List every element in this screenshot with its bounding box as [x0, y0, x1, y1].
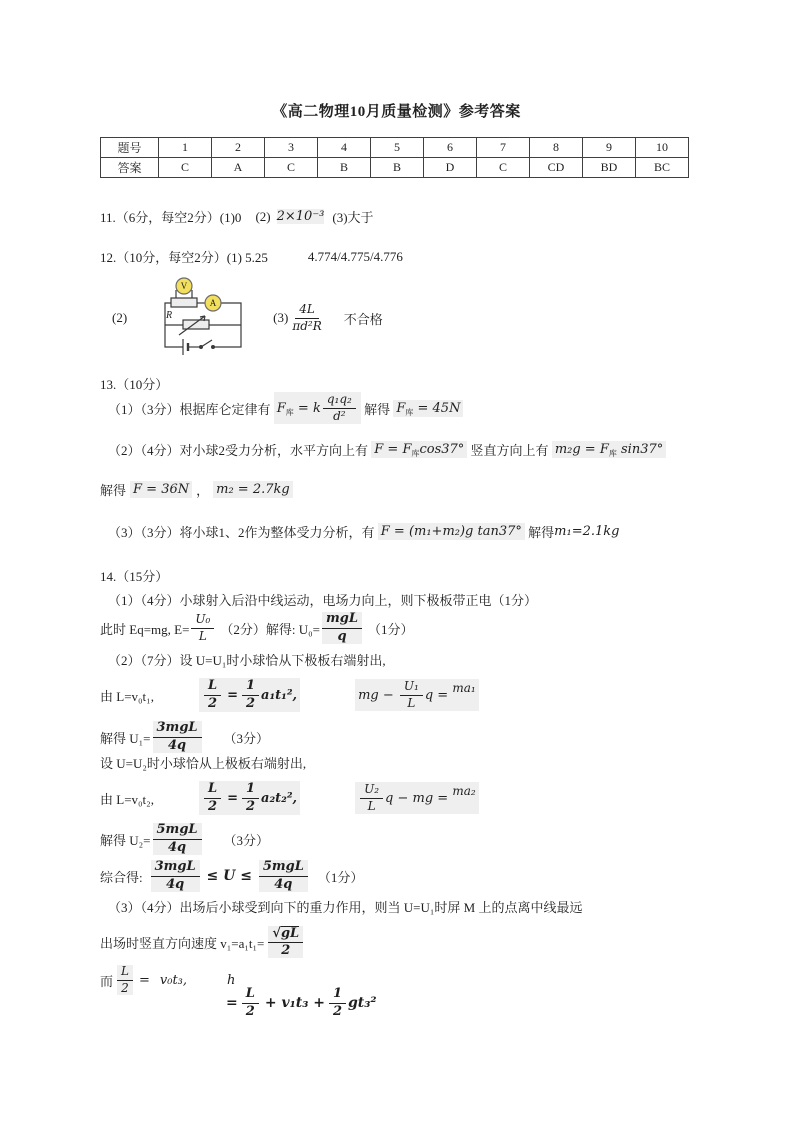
fraction-numerator: 1 [242, 679, 259, 695]
fraction-denominator: 2 [208, 695, 218, 711]
fraction-denominator: 2 [208, 798, 218, 814]
acceleration-term2: a₂t₂², [261, 790, 298, 806]
solve-u2-text: 解得 U₂= [100, 832, 151, 848]
force-result: F = 36N [130, 481, 192, 498]
v1-result-fraction [268, 926, 303, 959]
q14-solve-text: （2分）解得: U₀= [220, 621, 320, 637]
question-number-row [101, 138, 689, 158]
table-cell: 9 [583, 138, 636, 158]
u0-result-fraction [322, 612, 362, 644]
coulomb-force-result [393, 400, 463, 417]
q12-text: 12.（10分，每空2分）(1) 5.25 [100, 250, 268, 265]
answer-row [101, 158, 689, 178]
q14-combine-line [100, 856, 363, 896]
one-half-fraction [242, 782, 259, 814]
u2-over-l-fraction [360, 783, 383, 812]
force-subscript: 库 [405, 407, 414, 417]
q13-part2-text: （2）（4分）对小球2受力分析，水平方向上有 [108, 443, 372, 458]
q13-part2-line [108, 440, 666, 459]
fraction-numerator: L [204, 679, 221, 695]
solve-label: 解得 [524, 525, 555, 540]
q11-text: 11.（6分，每空2分）(1)0 [100, 210, 242, 225]
fraction-denominator: πd²R [292, 318, 322, 333]
fraction-numerator: U₂ [360, 783, 383, 798]
fraction-denominator: 2 [281, 943, 291, 958]
fraction-denominator: 2 [245, 1003, 255, 1019]
l-over-2-fraction [204, 679, 221, 711]
equals-sign: = [227, 687, 238, 703]
force-subscript: 库 [608, 449, 617, 458]
fraction-denominator: 4q [167, 839, 187, 855]
kinematics-text: 由 L=v₀t₁, [100, 688, 154, 704]
points-note: （1分） [367, 621, 414, 637]
table-cell: 10 [636, 138, 689, 158]
mass1-result: m₁=2.1kg [554, 524, 620, 539]
q12-part3-label: (3) [273, 310, 289, 325]
fraction-denominator: q [337, 628, 347, 644]
table-cell: B [318, 158, 371, 178]
page-title: 《高二物理10月质量检测》参考答案 [272, 104, 521, 120]
u2-result-fraction [153, 823, 202, 855]
l-over-2-fraction [242, 987, 259, 1019]
q13-part3-text: （3）（3分）将小球1、2作为整体受力分析，有 [108, 525, 378, 540]
q11-blank2-value: 2×10⁻³ [276, 209, 325, 224]
points-note: （3分） [223, 730, 270, 746]
fraction-numerator: 3mgL [151, 860, 200, 876]
table-cell: D [424, 158, 477, 178]
fraction-denominator: 4q [167, 737, 187, 753]
fraction-denominator: 4q [166, 876, 185, 892]
gt3-squared-term: gt₃² [348, 995, 377, 1011]
acceleration-term: a₁t₁², [261, 687, 298, 703]
formula-text: F = F [374, 442, 412, 457]
points-note: （1分） [317, 869, 364, 885]
combine-label: 综合得: [100, 869, 143, 885]
height-symbol: h [227, 972, 236, 988]
charge-term: q = [424, 687, 453, 703]
q13-heading-text: 13.（10分） [100, 377, 169, 392]
table-cell: 8 [530, 138, 583, 158]
fraction-numerator: 1 [242, 782, 259, 798]
table-cell: 7 [477, 138, 530, 158]
l-over-2-fraction [117, 965, 133, 994]
fraction-numerator: U₀ [191, 613, 214, 628]
q13-part2-mid-text: 竖直方向上有 [467, 443, 552, 458]
fraction-numerator: q₁q₂ [323, 393, 356, 408]
answer-table [100, 137, 689, 178]
u1-over-l-fraction [400, 680, 423, 709]
question-number-label: 题号 [101, 138, 159, 158]
q14-part2-text: （2）（7分）设 U=U₁时小球恰从下极板右端射出, [108, 653, 386, 668]
vertical-force-formula [552, 441, 666, 458]
mass2-result: m₂ = 2.7kg [213, 481, 293, 498]
fraction-denominator: d² [333, 408, 346, 423]
charge-minus-gravity-term: q − mg = [385, 790, 453, 806]
table-cell: B [371, 158, 424, 178]
fraction-numerator: L [242, 987, 259, 1003]
ammeter-label: A [209, 298, 217, 308]
sqrt-icon: √ [272, 925, 281, 941]
equals-sign: = [138, 972, 150, 988]
newton-equation [355, 679, 479, 710]
fraction-denominator: 2 [246, 695, 256, 711]
q12-line2 [112, 276, 383, 360]
fraction-numerator: L [204, 782, 221, 798]
solve-label: 解得 [100, 483, 127, 498]
fraction-denominator: 2 [332, 1003, 342, 1019]
upper-bound-fraction [259, 860, 308, 892]
fraction-numerator: L [117, 965, 133, 980]
q14-part1-text: （1）（4分）小球射入后沿中线运动，电场力向上，则下极板带正电（1分） [108, 593, 538, 608]
fraction-numerator: 5mgL [153, 823, 202, 839]
equals-sign: = [226, 995, 238, 1011]
q14-part1-line1 [108, 590, 537, 609]
table-cell: 2 [212, 138, 265, 158]
force-subscript: 库 [285, 407, 294, 417]
fraction-denominator: 4q [274, 876, 293, 892]
table-cell: CD [530, 158, 583, 178]
q13-part1-line [108, 390, 463, 426]
table-cell: 6 [424, 138, 477, 158]
q11-line [100, 207, 374, 226]
voltmeter-label: V [180, 281, 188, 291]
coulomb-law-formula [274, 392, 361, 423]
q11-blank3: (3)大于 [332, 210, 374, 225]
q14-heading-text: 14.（15分） [100, 569, 169, 584]
fraction-denominator: L [407, 695, 416, 710]
force-value: = 45N [413, 400, 461, 416]
v1t3-term: + v₁t₃ + [264, 995, 325, 1011]
sqrt-expression [268, 926, 303, 943]
fraction-numerator: U₁ [400, 680, 423, 695]
formula-text: cos37° [419, 442, 465, 457]
q12-line1 [100, 247, 403, 266]
charge-fraction [323, 393, 356, 422]
l-over-2-fraction [204, 782, 221, 814]
inequality-text: ≤ U ≤ [201, 868, 257, 884]
q12-verdict: 不合格 [343, 311, 383, 327]
horizontal-force-formula [371, 441, 467, 458]
ma1-term: ma₁ [452, 681, 476, 695]
q14-part3-line1 [108, 897, 582, 916]
table-cell: BC [636, 158, 689, 178]
equals-sign: = [227, 790, 238, 806]
solve-u1-text: 解得 U₁= [100, 730, 151, 746]
resistor-label: R [166, 310, 173, 321]
formula-text: m₂g = F [554, 442, 609, 457]
u1-result-fraction [153, 721, 202, 753]
newton-equation2 [355, 782, 479, 813]
q14-part2-intro2 [100, 753, 306, 772]
table-cell: 1 [159, 138, 212, 158]
ma2-term: ma₂ [452, 784, 476, 798]
table-cell: C [265, 158, 318, 178]
fraction-numerator: 4L [295, 303, 319, 318]
q12-part2-label: (2) [112, 310, 128, 325]
fraction-numerator: 1 [329, 987, 346, 1003]
fraction-denominator: 2 [246, 798, 256, 814]
displacement-equation2 [199, 781, 300, 815]
q13-part1-solve-label: 解得 [360, 401, 394, 417]
fraction-denominator: L [367, 798, 376, 813]
q14-heading [100, 566, 168, 585]
answer-label: 答案 [101, 158, 159, 178]
sqrt-argument: gL [280, 925, 300, 941]
q14-field-relation-text: 此时 Eq=mg, E= [100, 621, 190, 637]
force-subscript: 库 [411, 449, 420, 458]
q14-part3-text: （3）（4分）出场后小球受到向下的重力作用，则当 U=U₁时屏 M 上的点离中线最远 [108, 900, 583, 915]
q14-part3-line2 [100, 922, 305, 962]
displacement-equation [199, 678, 300, 712]
force-symbol: F [276, 400, 286, 416]
table-cell: 4 [318, 138, 371, 158]
fraction-numerator: 5mgL [259, 860, 308, 876]
table-cell: 5 [371, 138, 424, 158]
one-half-fraction [329, 987, 346, 1019]
q14-part3-line3b [226, 984, 377, 1022]
combined-force-formula: F = (m₁+m₂)g tan37° [378, 523, 525, 540]
u0-over-l-fraction [191, 613, 214, 642]
q14-solution2-line [100, 820, 269, 858]
force-symbol: F [396, 400, 406, 416]
q14-part1-line2 [100, 610, 414, 646]
table-cell: C [159, 158, 212, 178]
formula-text: sin37° [616, 442, 664, 457]
fraction-numerator: 3mgL [153, 721, 202, 737]
q14-part2-text2: 设 U=U₂时小球恰从上极板右端射出, [100, 756, 307, 771]
separator: ， [196, 483, 210, 498]
conjunction-text: 而 [100, 973, 114, 989]
fraction-numerator: mgL [322, 612, 362, 628]
lower-bound-fraction [151, 860, 200, 892]
resistivity-formula-fraction [292, 303, 321, 332]
equals-k: = k [293, 400, 321, 416]
q14-equation1-line [100, 676, 479, 714]
fraction-denominator: L [198, 628, 207, 643]
q14-equation2-line [100, 779, 479, 817]
q11-blank2-label: (2) [255, 208, 271, 224]
q13-part2-result-line [100, 480, 293, 499]
q13-part3-line [108, 522, 619, 541]
v0t3-term: v₀t₃, [159, 972, 188, 988]
q14-part3-line3a [100, 962, 235, 998]
q13-part1-text: （1）（3分）根据库仑定律有 [108, 401, 274, 417]
q14-solution1-line [100, 718, 269, 756]
gravity-term: mg − [358, 687, 398, 703]
table-cell: C [477, 158, 530, 178]
one-half-fraction [242, 679, 259, 711]
fraction-denominator: 2 [121, 980, 129, 995]
table-cell: A [212, 158, 265, 178]
exit-velocity-text: 出场时竖直方向速度 v₁=a₁t₁= [100, 935, 265, 951]
table-cell: 3 [265, 138, 318, 158]
table-cell: BD [583, 158, 636, 178]
kinematics-text2: 由 L=v₀t₂, [100, 791, 154, 807]
points-note: （3分） [223, 832, 270, 848]
circuit-diagram [157, 277, 249, 359]
q12-values: 4.774/4.775/4.776 [307, 248, 403, 264]
q14-part2-intro1 [108, 650, 386, 669]
